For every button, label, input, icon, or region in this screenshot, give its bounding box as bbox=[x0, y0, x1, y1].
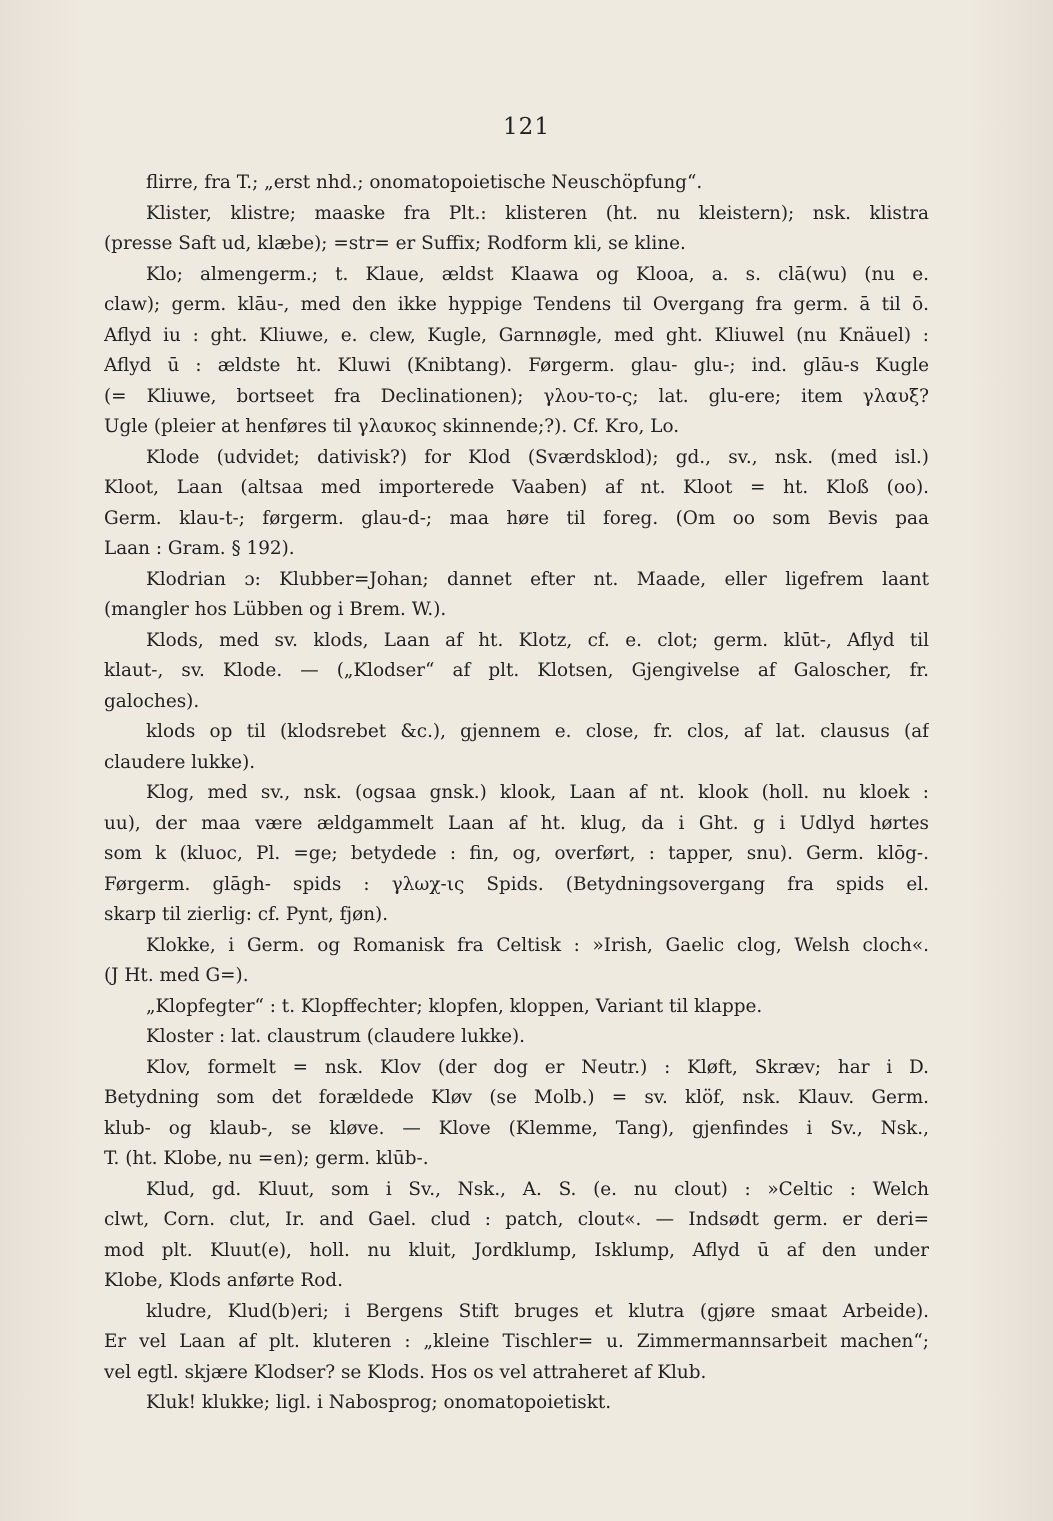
text-line: klods op til (klodsrebet &c.), gjennem e. close, fr. clos, af lat. clausus (af bbox=[146, 721, 929, 742]
text-line: Germ. klau-t-; førgerm. glau-d-; maa høre til foreg. (Om oo som Bevis paa bbox=[104, 507, 929, 529]
text-line: (= Kliuwe, bortseet fra Declinationen); γλου-το-ς; lat. glu-ere; item γλαυξ? bbox=[104, 385, 929, 407]
text-line: Er vel Laan af plt. kluteren : „kleine Tischler= u. Zimmermannsarbeit machen“; bbox=[104, 1331, 929, 1352]
text-line: Kluk! klukke; ligl. i Nabosprog; onomatopoietiskt. bbox=[146, 1392, 612, 1413]
text-line: Klo; almengerm.; t. Klaue, ældst Klaawa og Klooa, a. s. clā(wu) (nu e. bbox=[146, 263, 929, 285]
page-number: 121 bbox=[503, 114, 550, 140]
text-line: clwt, Corn. clut, Ir. and Gael. clud : patch, clout«. — Indsødt germ. er deri= bbox=[104, 1209, 929, 1230]
text-line: Klobe, Klods anførte Rod. bbox=[104, 1270, 343, 1291]
text-line: kludre, Klud(b)eri; i Bergens Stift bruges et klutra (gjøre smaat Arbeide). bbox=[146, 1300, 929, 1322]
text-line: klaut-, sv. Klode. — („Klodser“ af plt. Klotsen, Gjengivelse af Galoscher, fr. bbox=[104, 660, 929, 681]
text-line: som k (kluoc, Pl. =ge; betydede : fin, og, overført, : tapper, snu). Germ. klōg-. bbox=[104, 843, 929, 864]
dictionary-text-block bbox=[104, 168, 929, 1419]
text-line: (mangler hos Lübben og i Brem. W.). bbox=[104, 599, 447, 620]
text-line: galoches). bbox=[104, 690, 200, 712]
text-line: Klods, med sv. klods, Laan af ht. Klotz, cf. e. clot; germ. klūt-, Aflyd til bbox=[146, 629, 929, 651]
text-line: Laan : Gram. § 192). bbox=[104, 538, 295, 559]
text-line: Klister, klistre; maaske fra Plt.: klisteren (ht. nu kleistern); nsk. klistra bbox=[146, 202, 929, 224]
text-line: Klov, formelt = nsk. Klov (der dog er Neutr.) : Kløft, Skræv; har i D. bbox=[146, 1056, 929, 1078]
text-line: Kloster : lat. claustrum (claudere lukke). bbox=[146, 1026, 526, 1047]
text-line: flirre, fra T.; „erst nhd.; onomatopoietische Neuschöpfung“. bbox=[146, 172, 703, 193]
text-line: klub- og klaub-, se kløve. — Klove (Klemme, Tang), gjenfindes i Sv., Nsk., bbox=[104, 1117, 929, 1139]
text-line: Førgerm. glāgh- spids : γλωχ-ις Spids. (Betydningsovergang fra spids el. bbox=[104, 873, 929, 895]
text-line: uu), der maa være ældgammelt Laan af ht. klug, da i Ght. g i Udlyd hørtes bbox=[104, 812, 929, 834]
text-line: Betydning som det forældede Kløv (se Molb.) = sv. klöf, nsk. Klauv. Germ. bbox=[104, 1087, 929, 1108]
text-line: Klodrian ɔ: Klubber=Johan; dannet efter nt. Maade, eller ligefrem laant bbox=[146, 568, 929, 590]
text-line: claudere lukke). bbox=[104, 751, 256, 773]
text-line: T. (ht. Klobe, nu =en); germ. klūb-. bbox=[104, 1148, 429, 1169]
text-line: Klokke, i Germ. og Romanisk fra Celtisk : »Irish, Gaelic clog, Welsh cloch«. bbox=[146, 934, 929, 956]
text-line: (J Ht. med G=). bbox=[104, 965, 249, 986]
text-line: claw); germ. klāu-, med den ikke hyppige Tendens til Overgang fra germ. ā til ō. bbox=[104, 294, 929, 315]
text-line: (presse Saft ud, klæbe); =str= er Suffix; Rodform kli, se kline. bbox=[104, 233, 686, 254]
text-line: Klog, med sv., nsk. (ogsaa gnsk.) klook, Laan af nt. klook (holl. nu kloek : bbox=[146, 782, 929, 803]
text-line: skarp til zierlig: cf. Pynt, fjøn). bbox=[104, 904, 389, 925]
text-line: Kloot, Laan (altsaa med importerede Vaaben) af nt. Kloot = ht. Kloß (oo). bbox=[104, 477, 929, 498]
text-line: mod plt. Kluut(e), holl. nu kluit, Jordklump, Isklump, Aflyd ū af den under bbox=[104, 1239, 929, 1261]
text-line: Aflyd ū : ældste ht. Kluwi (Knibtang). Førgerm. glau- glu-; ind. glāu-s Kugle bbox=[104, 355, 929, 376]
text-line: Klode (udvidet; dativisk?) for Klod (Sværdsklod); gd., sv., nsk. (med isl.) bbox=[146, 446, 929, 468]
text-line: „Klopfegter“ : t. Klopffechter; klopfen, kloppen, Variant til klappe. bbox=[146, 995, 763, 1017]
text-line: Aflyd iu : ght. Kliuwe, e. clew, Kugle, Garnnøgle, med ght. Kliuwel (nu Knäuel) : bbox=[104, 324, 929, 346]
text-line: vel egtl. skjære Klodser? se Klods. Hos os vel attraheret af Klub. bbox=[104, 1361, 707, 1383]
text-line: Klud, gd. Kluut, som i Sv., Nsk., A. S. (e. nu clout) : »Celtic : Welch bbox=[146, 1178, 929, 1200]
text-line: Ugle (pleier at henføres til γλαυκος skinnende;?). Cf. Kro, Lo. bbox=[104, 416, 680, 437]
